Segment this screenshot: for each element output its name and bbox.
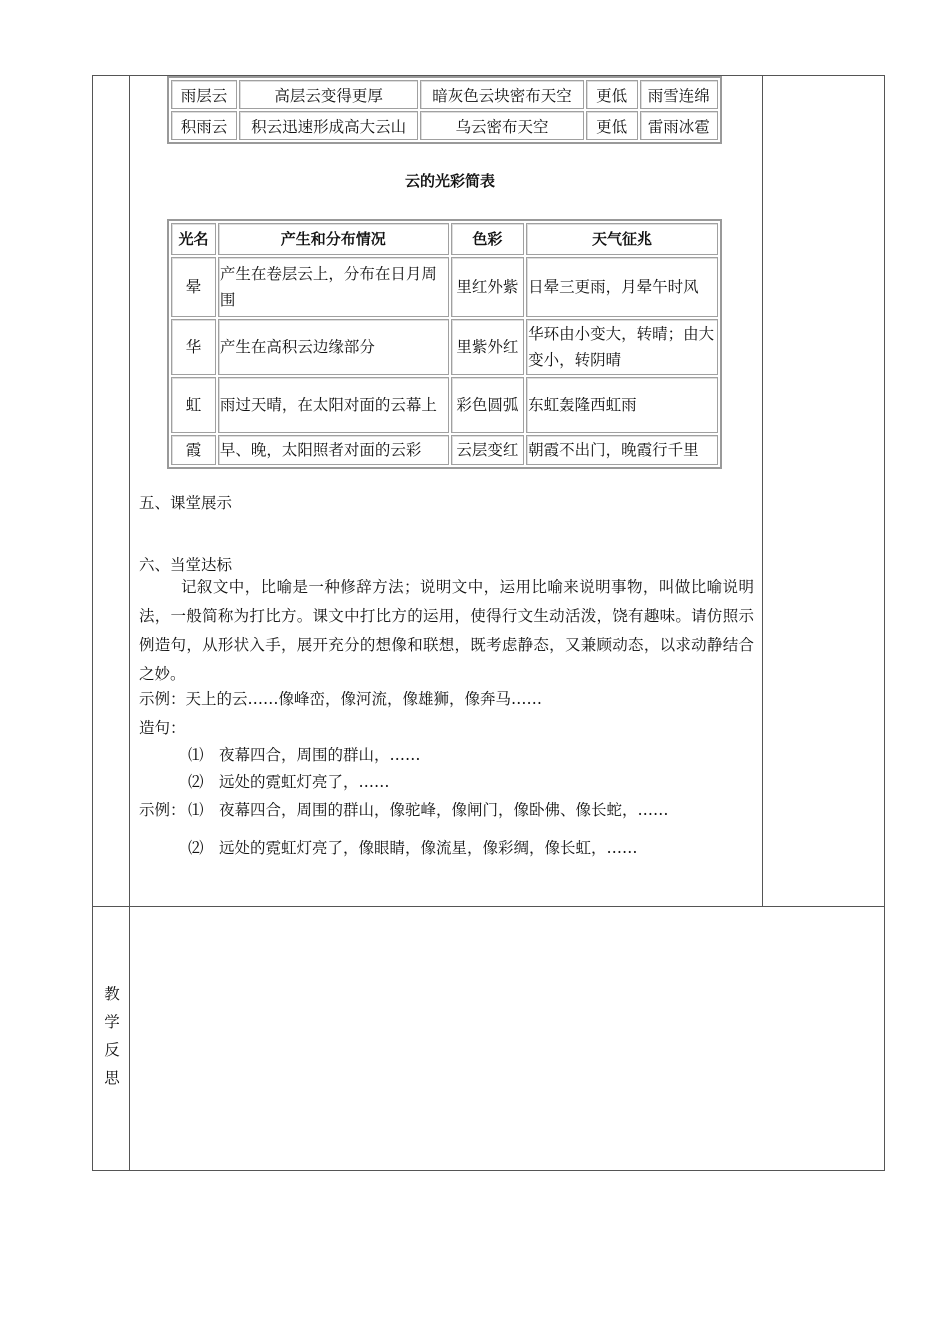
light-name-cell: 霞 (171, 435, 216, 465)
answer-label: 示例： (139, 801, 186, 819)
reflection-char: 反 (104, 1041, 120, 1059)
reflection-char: 教 (104, 985, 120, 1003)
frame-inner-right-line (762, 75, 763, 906)
table-row (171, 257, 718, 317)
light-origin-cell: 早、晚，太阳照者对面的云彩 (218, 435, 449, 465)
light-color-cell: 里红外紫 (451, 257, 524, 317)
cloud-height-cell: 更低 (586, 80, 638, 109)
cloud-formation-cell: 积云迅速形成高大云山 (239, 111, 418, 140)
column-header: 天气征兆 (526, 223, 718, 255)
cloud-formation-cell: 高层云变得更厚 (239, 80, 418, 109)
halo-table (167, 219, 722, 469)
column-header: 光名 (171, 223, 216, 255)
section-6-heading: 六、当堂达标 (139, 556, 233, 574)
task-item: ⑴ 夜幕四合，周围的群山，…… (188, 746, 421, 764)
light-origin-cell: 产生在卷层云上，分布在日月周围 (218, 257, 449, 317)
light-omen-cell: 朝霞不出门，晚霞行千里 (526, 435, 718, 465)
table-row (171, 319, 718, 375)
reflection-label (100, 980, 124, 1092)
light-name-cell: 晕 (171, 257, 216, 317)
section-5-heading: 五、课堂展示 (139, 494, 233, 512)
cloud-appearance-cell: 乌云密布天空 (420, 111, 583, 140)
column-header: 产生和分布情况 (218, 223, 449, 255)
answer-item: ⑴ 夜幕四合，周围的群山，像驼峰，像闸门，像卧佛、像长蛇，…… (188, 801, 669, 819)
halo-table-title: 云的光彩简表 (404, 172, 495, 190)
table-header-row (171, 223, 718, 255)
answer-item: ⑵ 远处的霓虹灯亮了，像眼睛，像流星，像彩绸，像长虹，…… (188, 839, 638, 857)
light-omen-cell: 华环由小变大，转晴；由大变小，转阴晴 (526, 319, 718, 375)
frame-left-line (92, 75, 93, 1171)
cloud-name-cell: 积雨云 (171, 111, 237, 140)
light-origin-cell: 产生在高积云边缘部分 (218, 319, 449, 375)
frame-middle-line (92, 906, 885, 907)
reflection-char: 思 (104, 1069, 120, 1087)
table-row (171, 435, 718, 465)
frame-inner-left-line (129, 75, 130, 1171)
light-color-cell: 彩色圆弧 (451, 377, 524, 433)
light-omen-cell: 日晕三更雨，月晕午时风 (526, 257, 718, 317)
cloud-height-cell: 更低 (586, 111, 638, 140)
light-color-cell: 云层变红 (451, 435, 524, 465)
table-row (171, 80, 718, 109)
column-header: 色彩 (451, 223, 524, 255)
task-label: 造句： (139, 719, 186, 737)
section-6-intro: 记叙文中，比喻是一种修辞方法；说明文中，运用比喻来说明事物，叫做比喻说明法，一般简称为打比方。课文中打比方的运用，使得行文生动活泼，饶有趣味。请仿照示例造句，从形状入手，展开充分的想像和联想，既考虑静态，又兼顾动态，以求动静结合之妙。 (139, 578, 754, 683)
light-name-cell: 华 (171, 319, 216, 375)
cloud-weather-cell: 雷雨冰雹 (640, 111, 718, 140)
cloud-name-cell: 雨层云 (171, 80, 237, 109)
reflection-char: 学 (104, 1013, 120, 1031)
table-row (171, 111, 718, 140)
light-name-cell: 虹 (171, 377, 216, 433)
example-line: 示例：天上的云……像峰峦，像河流，像雄狮，像奔马…… (139, 690, 543, 708)
table-row (171, 377, 718, 433)
cloud-table (167, 76, 722, 144)
frame-right-line (884, 75, 885, 1171)
light-color-cell: 里紫外红 (451, 319, 524, 375)
light-omen-cell: 东虹轰隆西虹雨 (526, 377, 718, 433)
cloud-appearance-cell: 暗灰色云块密布天空 (420, 80, 583, 109)
frame-bottom-line (92, 1170, 885, 1171)
cloud-weather-cell: 雨雪连绵 (640, 80, 718, 109)
task-item: ⑵ 远处的霓虹灯亮了，…… (188, 773, 390, 791)
light-origin-cell: 雨过天晴，在太阳对面的云幕上 (218, 377, 449, 433)
